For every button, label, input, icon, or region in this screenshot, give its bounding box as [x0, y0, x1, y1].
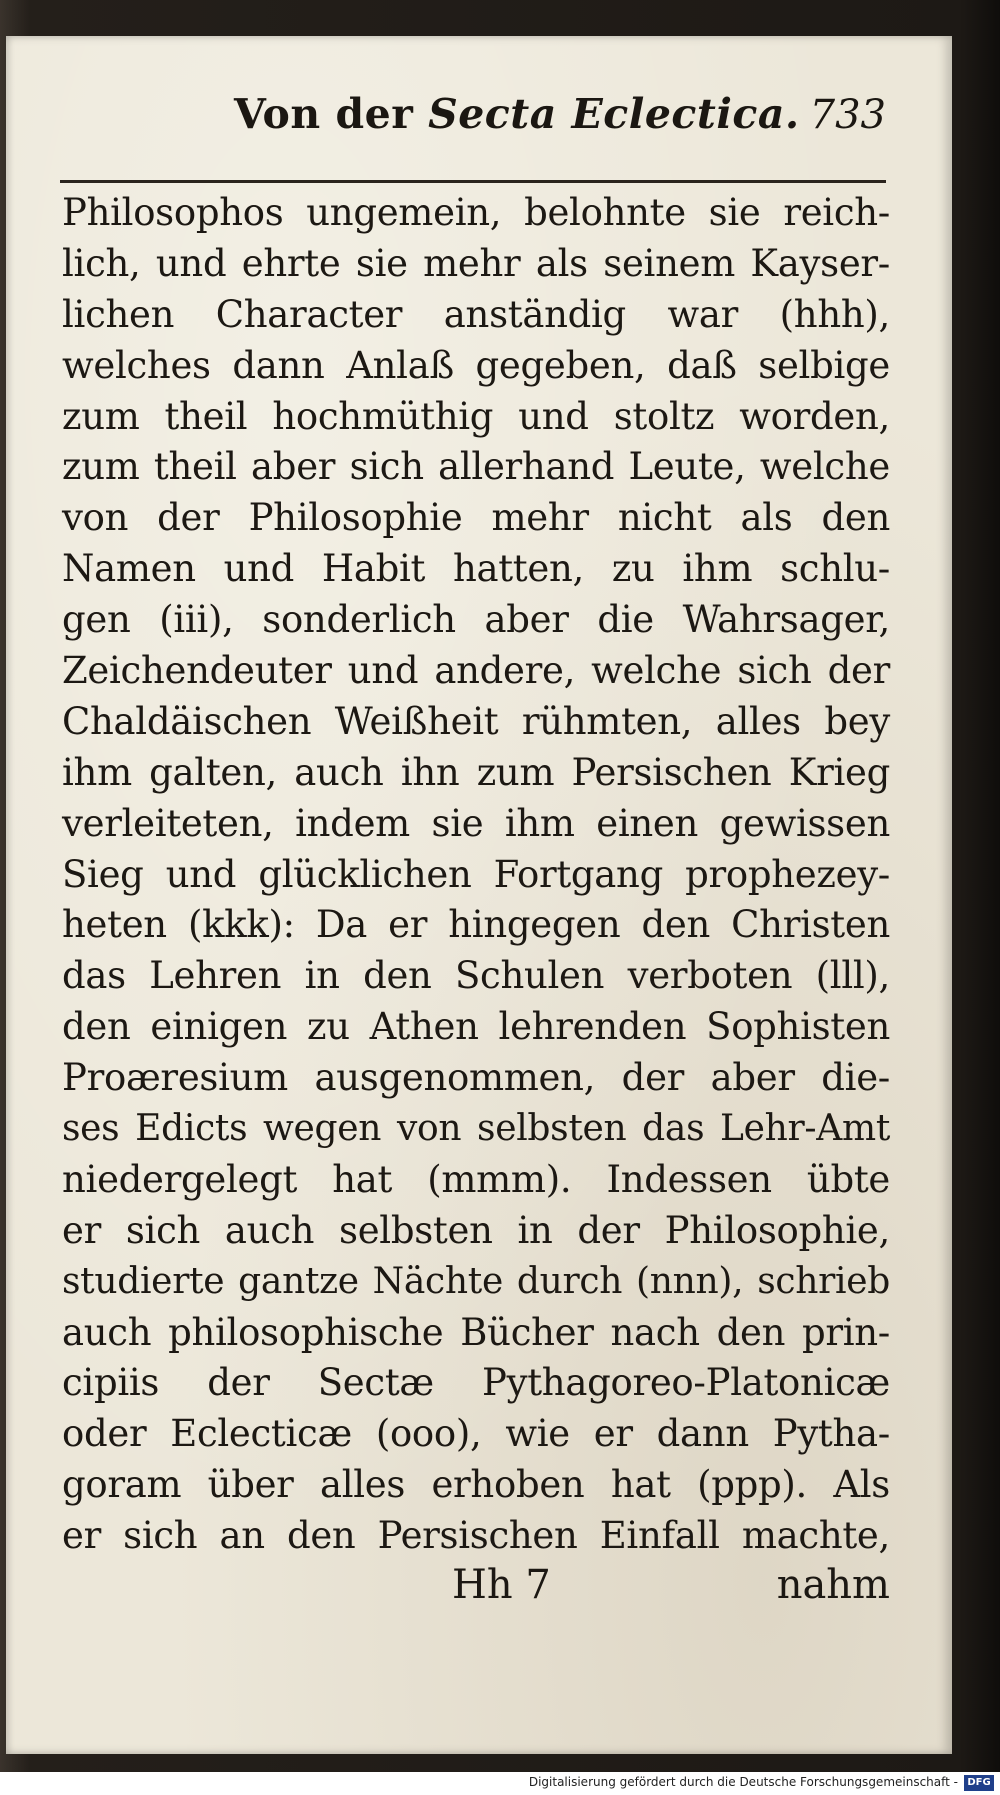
- text-line: gen (iii), sonderlich aber die Wahrsager,: [62, 598, 890, 642]
- text-line: goram über alles erhoben hat (ppp). Als: [62, 1463, 890, 1507]
- catchline: [62, 1562, 890, 1618]
- text-line: studierte gantze Nächte durch (nnn), schrieb: [62, 1260, 890, 1302]
- text-line: heten (kkk): Da er hingegen den Christen: [62, 903, 890, 947]
- text-line: cipiis der Sectæ Pythagoreo-Platonicæ: [62, 1361, 890, 1405]
- text-line: ses Edicts wegen von selbsten das Lehr-Amt: [62, 1108, 890, 1150]
- text-line: lichen Character anständig war (hhh),: [62, 292, 890, 336]
- text-line: verleiteten, indem sie ihm einen gewissen: [62, 801, 890, 845]
- text-line: Zeichendeuter und andere, welche sich der: [62, 649, 890, 693]
- body-text: [62, 188, 890, 1562]
- signature-mark: Hh 7: [452, 1562, 551, 1608]
- text-line: Proæresium ausgenommen, der aber die-: [62, 1056, 890, 1100]
- catchword: nahm: [776, 1562, 890, 1608]
- digitization-credit-bar: [0, 1772, 1000, 1795]
- credit-text: Digitalisierung gefördert durch die Deutsche Forschungsgemeinschaft -: [528, 1775, 958, 1789]
- text-line: niedergelegt hat (mmm). Indessen übte: [62, 1157, 890, 1201]
- text-line: Philosophos ungemein, belohnte sie reich-: [62, 191, 890, 234]
- text-line: er sich an den Persischen Einfall machte,: [62, 1514, 890, 1558]
- page-number: 733: [809, 92, 886, 138]
- text-line: oder Eclecticæ (ooo), wie er dann Pytha-: [62, 1412, 890, 1456]
- text-line: Chaldäischen Weißheit rühmten, alles bey: [62, 699, 890, 743]
- text-line: Namen und Habit hatten, zu ihm schlu-: [62, 547, 890, 591]
- running-head: [66, 84, 886, 154]
- text-line: er sich auch selbsten in der Philosophie,: [62, 1208, 890, 1252]
- text-line: Sieg und glücklichen Fortgang prophezey-: [62, 852, 890, 896]
- text-line: von der Philosophie mehr nicht als den: [62, 496, 890, 540]
- text-line: welches dann Anlaß gegeben, daß selbige: [62, 343, 890, 387]
- text-line: ihm galten, auch ihn zum Persischen Krieg: [62, 750, 890, 794]
- text-line: zum theil hochmüthig und stoltz worden,: [62, 394, 890, 438]
- text-line: lich, und ehrte sie mehr als seinem Kayser-: [62, 241, 890, 285]
- running-head-title-italic: Secta Eclectica.: [428, 90, 800, 138]
- text-line: das Lehren in den Schulen verboten (lll),: [62, 954, 890, 998]
- dfg-logo: DFG: [964, 1775, 994, 1791]
- book-page: [6, 36, 952, 1754]
- running-head-title: [234, 90, 800, 138]
- text-line: zum theil aber sich allerhand Leute, welche: [62, 445, 890, 489]
- text-line: den einigen zu Athen lehrenden Sophisten: [62, 1005, 890, 1049]
- running-head-title-prefix: Von der: [234, 90, 429, 138]
- text-line: auch philosophische Bücher nach den prin-: [62, 1310, 890, 1354]
- header-rule: [60, 180, 886, 183]
